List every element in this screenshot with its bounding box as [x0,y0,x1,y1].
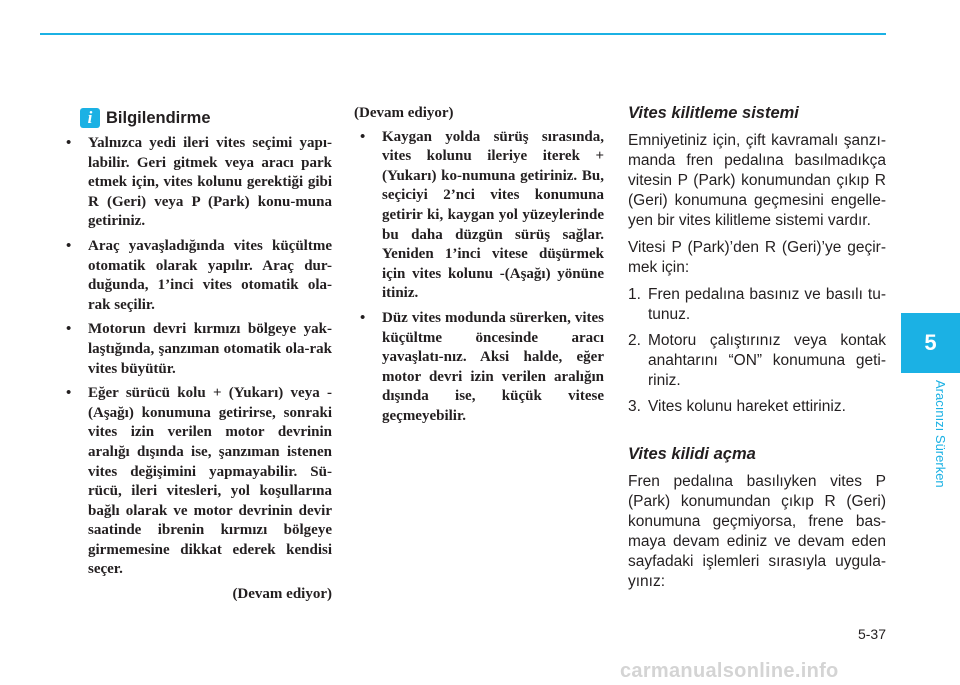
info-header [80,108,332,128]
continued-label: (Devam ediyor) [232,586,332,603]
paragraph: Vitesi P (Park)’den R (Geri)’ye geçir-mek için: [628,239,886,276]
step-text: Vites kolunu hareket ettiriniz. [648,398,846,415]
section-title-shift-lock: Vites kilitleme sistemi [628,104,799,122]
watermark: carmanualsonline.info [620,660,839,682]
info-icon: i [80,108,100,128]
list-item: • Kaygan yolda sürüş sırasında, vites kolunu ileriye iterek +(Yukarı) ko-numuna getiriniz. Bu, seçiciyi 2’nci vites konumuna getirir ki, kaygan yol yüzeylerinde bu daha düzgün sürüş sağlar. Yeniden 1’inci vitese düşürmek için vites kolunu -(Aşağı) yönüne itiniz. [354,128,604,304]
column-left [60,104,332,605]
steps-list [628,285,886,417]
section-title-shift-lock-release: Vites kilidi açma [628,445,756,463]
list-item [628,397,886,417]
continued-label-top: (Devam ediyor) [354,105,454,121]
list-item: • Düz vites modunda sürerken, vites küçültme öncesinde aracı yavaşlatı-nız. Aksi halde, eğer motor devri izin verilen aralığın dışında ise, küçük vitese geçmeyebilir. [354,309,604,427]
step-number: 1. [628,286,641,303]
column-middle [354,104,604,432]
page-number: 5-37 [857,626,886,642]
list-item: • Motorun devri kırmızı bölgeye yak-laştığında, şanzıman otomatik ola-rak vites büyütür. [60,320,332,379]
list-item [628,331,886,391]
top-rule [40,33,886,35]
info-bullets [60,134,332,580]
list-item: • Yalnızca yedi ileri vites seçimi yapı-labilir. Geri gitmek veya aracı park etmek için, vites kolunu gerektiği gibi R (Geri) veya P (Park) konu-muna getiriniz. [60,134,332,232]
list-item [628,285,886,325]
column-right [628,104,886,599]
paragraph: Fren pedalına basılıyken vites P (Park) konumundan çıkıp R (Geri) konumuna geçmiyorsa, frene bas-maya devam ediniz ve devam eden sayfadaki işlemleri sırasıyla uygula-yınız: [628,473,886,590]
info-title: Bilgilendirme [106,108,211,127]
chapter-tab: 5 [901,313,960,373]
list-item: • Eğer sürücü kolu + (Yukarı) veya - (Aşağı) konumuna getirirse, sonraki vites izin verilen motor devrinin aralığı dışında ise, şanzıman istenen vites değişimini yapmayabilir. Sü-rücü, ileri vitesleri, yol koşullarına bağlı olarak ve motor devrinin devir saatinde ibrenin kırmızı bölgeye girmemesine dikkat ederek kendisi seçer. [60,384,332,580]
step-text: Fren pedalına basınız ve basılı tu-tunuz. [648,286,886,323]
step-number: 3. [628,398,641,415]
paragraph: Emniyetiniz için, çift kavramalı şanzı-manda fren pedalına basılmadıkça vitesin P (Park) konumundan çıkıp R (Geri) konumuna geçmesini engelle-yen bir vites kilitleme sistemi vardır. [628,132,886,229]
step-text: Motoru çalıştırınız veya kontak anahtarını “ON” konumuna geti-riniz. [648,332,886,389]
step-number: 2. [628,332,641,349]
info-bullets-continued [354,128,604,427]
chapter-label: Aracınızı Sürerken [933,380,948,488]
list-item: • Araç yavaşladığında vites küçültme otomatik olarak yapılır. Araç dur-duğunda, 1’inci vites otomatik ola-rak seçilir. [60,237,332,315]
